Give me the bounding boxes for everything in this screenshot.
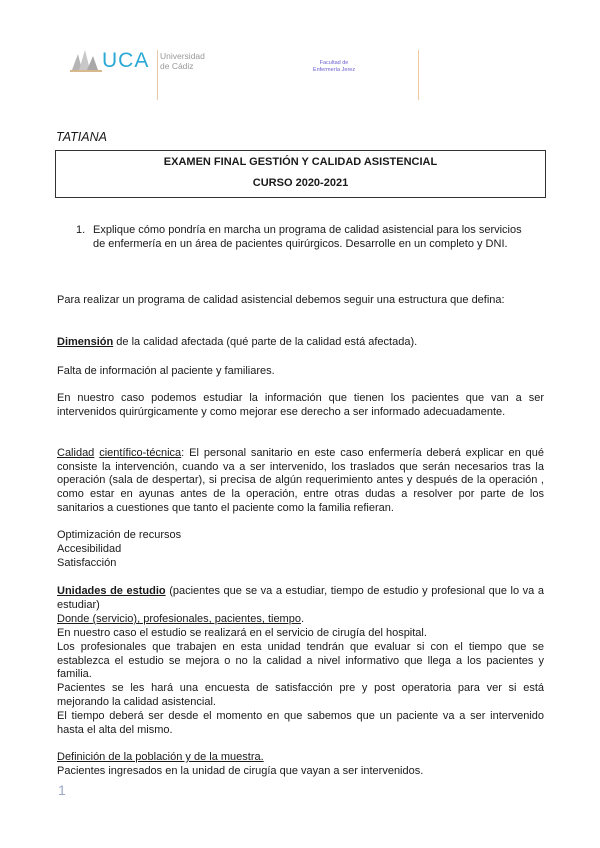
estudio-servicio-paragraph: En nuestro caso el estudio se realizará en el servicio de cirugía del hospital. — [57, 627, 427, 639]
exam-title: EXAMEN FINAL GESTIÓN Y CALIDAD ASISTENCIAL — [163, 156, 438, 168]
pacientes-paragraph: Pacientes se les hará una encuesta de satisfacción pre y post operatoria para ver si está mejorando la calidad asistencial. — [57, 682, 544, 708]
exam-course: CURSO 2020-2021 — [252, 177, 349, 189]
university-emblem — [70, 44, 102, 74]
calidad-paragraph: Calidad científico-técnica: El personal sanitario en este caso enfermería deberá explicar en qué consiste la intervención, cuando va a ser intervenido, los traslados que serán necesarios tras la operación (sala de despertar), si precisa de algún requerimiento antes y después de la operación , como estar en ayunas antes de la operación, entre otras dudas a resolver por parte de los sanitarios a cuestiones que tanto el paciente como la familia refieran. — [57, 447, 544, 514]
case-paragraph: En nuestro caso podemos estudiar la información que tienen los pacientes que van a ser intervenidos quirúrgicamente y como mejorar ese derecho a ser informado adecuadamente. — [57, 392, 544, 418]
list-accesibilidad: Accesibilidad — [57, 543, 122, 555]
profesionales-paragraph: Los profesionales que trabajen en esta unidad tendrán que evaluar si con el tiempo que se establezca el estudio se mejora o no la calidad a nivel informativo que llega a los pacientes y familia. — [57, 641, 544, 681]
tiempo-paragraph: El tiempo deberá ser desde el momento en que sabemos que un paciente va a ser intervenido hasta el alta del mismo. — [57, 710, 544, 736]
unidades-paragraph: Unidades de estudio (pacientes que se va a estudiar, tiempo de estudio y profesional que lo va a estudiar) — [57, 585, 544, 611]
question-item — [76, 224, 536, 251]
page-number: 1 — [58, 782, 66, 798]
donde-line: Donde (servicio), profesionales, pacientes, tiempo. — [57, 613, 305, 625]
question-number: 1. — [76, 224, 86, 236]
header-divider-right — [418, 50, 419, 100]
dimension-paragraph: Dimensión de la calidad afectada (qué parte de la calidad está afectada). — [57, 336, 418, 348]
lack-info-paragraph: Falta de información al paciente y familiares. — [57, 365, 275, 377]
list-optimizacion: Optimización de recursos — [57, 529, 182, 541]
university-name: Universidad de Cádiz — [160, 51, 205, 71]
faculty-name: Facultad de Enfermería Jerez — [312, 60, 356, 73]
exam-title-box — [55, 150, 546, 198]
dimension-label: Dimensión — [57, 336, 114, 348]
list-satisfaccion: Satisfacción — [57, 557, 117, 569]
header-divider — [157, 50, 158, 100]
ingresados-paragraph: Pacientes ingresados en la unidad de cirugía que vayan a ser intervenidos. — [57, 765, 424, 777]
intro-paragraph: Para realizar un programa de calidad asistencial debemos seguir una estructura que defina: — [57, 294, 505, 306]
question-text: Explique cómo pondría en marcha un programa de calidad asistencial para los servicios de enfermería en un área de pacientes quirúrgicos. Desarrolle en un completo y DNI. — [93, 224, 522, 250]
definicion-heading: Definición de la población y de la muestra. — [57, 751, 264, 763]
unidades-label: Unidades de estudio — [57, 585, 166, 597]
student-name: TATIANA — [56, 130, 107, 144]
logo-text: UCA — [102, 49, 150, 72]
